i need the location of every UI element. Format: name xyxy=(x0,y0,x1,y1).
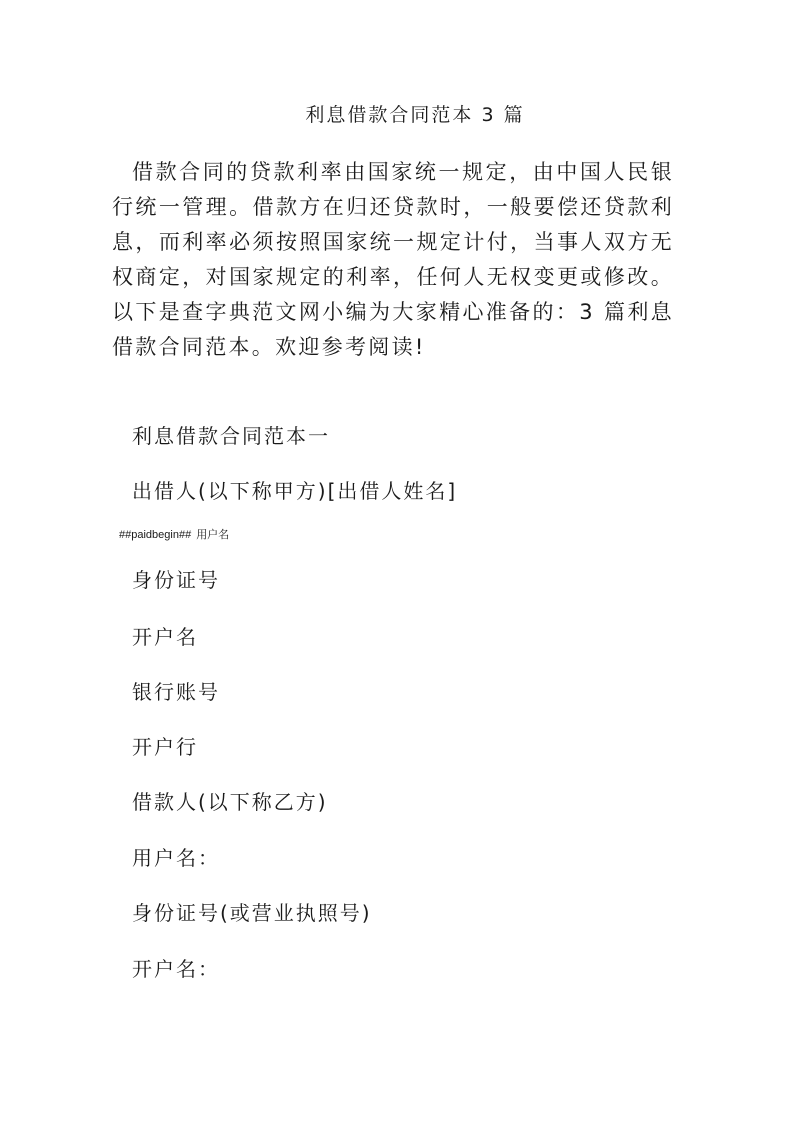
field-account-name: 开户名 xyxy=(132,625,198,649)
intro-paragraph: 借款合同的贷款利率由国家统一规定，由中国人民银行统一管理。借款方在归还贷款时，一般要偿还贷款利息，而利率必须按照国家统一规定计付，当事人双方无权商定，对国家规定的利率，任何人无权变更或修改。以下是查字典范文网小编为大家精心准备的：3 篇利息借款合同范本。欢迎参考阅读! xyxy=(112,160,674,359)
field-username: 用户名： xyxy=(132,846,220,870)
field-account-name-2: 开户名： xyxy=(132,957,220,981)
field-bank: 开户行 xyxy=(132,735,198,759)
field-id-or-license: 身份证号(或营业执照号) xyxy=(132,901,372,925)
paid-marker xyxy=(119,527,229,543)
section-heading: 利息借款合同范本一 xyxy=(132,424,330,448)
document-title: 利息借款合同范本 3 篇 xyxy=(305,104,525,126)
paid-marker-tag: ##paidbegin## xyxy=(119,529,192,541)
lender-line: 出借人(以下称甲方)[出借人姓名] xyxy=(132,479,458,503)
borrower-line: 借款人(以下称乙方) xyxy=(132,790,328,814)
paid-marker-label: 用户名 xyxy=(196,528,230,541)
field-bank-account: 银行账号 xyxy=(132,680,220,704)
field-id-number: 身份证号 xyxy=(132,568,220,592)
